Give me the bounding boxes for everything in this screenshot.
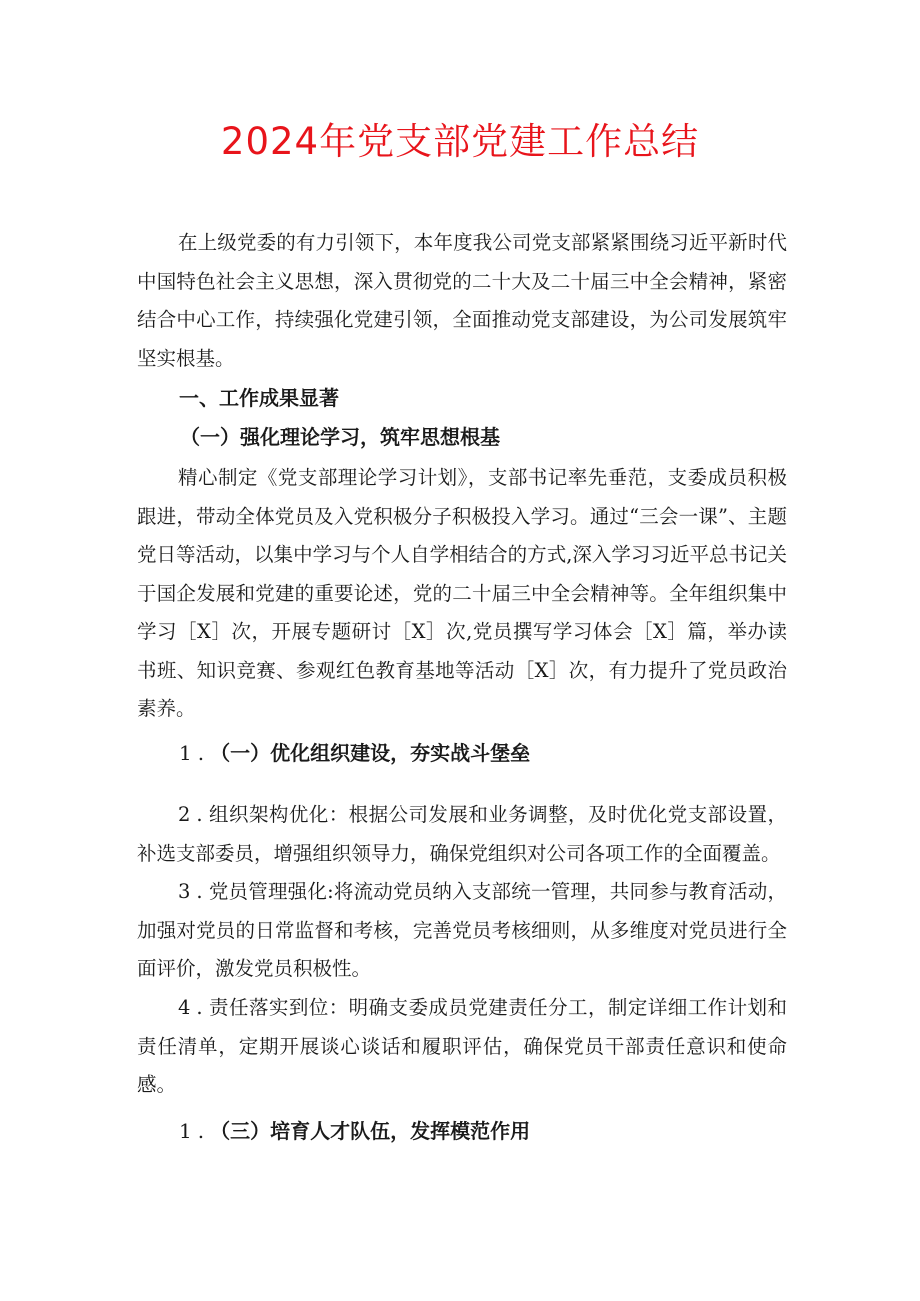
- subsection-3-number: 1.: [179, 1119, 211, 1143]
- list-item-2-text: 组织架构优化：根据公司发展和业务调整，及时优化党支部设置，补选支部委员，增强组织领导力，确保党组织对公司各项工作的全面覆盖。: [137, 803, 787, 865]
- document-title: 2024年党支部党建工作总结: [220, 120, 700, 163]
- list-item-4: [137, 989, 787, 1105]
- list-item-3-text: 党员管理强化:将流动党员纳入支部统一管理，共同参与教育活动，加强对党员的日常监督和考核，完善党员考核细则，从多维度对党员进行全面评价，激发党员积极性。: [137, 880, 787, 980]
- list-item-3: [137, 873, 787, 989]
- subsection-3-title: （三）培育人才队伍，发挥模范作用: [210, 1119, 531, 1143]
- subsection-2-number: 1.: [179, 741, 211, 765]
- subsection-2-title: （一）优化组织建设，夯实战斗堡垒: [210, 741, 531, 765]
- subsection-1-body: 精心制定《党支部理论学习计划》，支部书记率先垂范，支委成员积极跟进，带动全体党员及入党积极分子积极投入学习。通过“三会一课”、主题党日等活动，以集中学习与个人自学相结合的方式,深入学习习近平总书记关于国企发展和党建的重要论述，党的二十届三中全会精神等。全年组织集中学习［X］次，开展专题研讨［X］次,党员撰写学习体会［X］篇，举办读书班、知识竞赛、参观红色教育基地等活动［X］次，有力提升了党员政治素养。: [137, 466, 787, 720]
- list-item-4-text: 责任落实到位：明确支委成员党建责任分工，制定详细工作计划和责任清单，定期开展谈心谈话和履职评估，确保党员干部责任意识和使命感。: [137, 996, 787, 1096]
- section-heading: 一、工作成果显著: [179, 386, 339, 410]
- intro-paragraph: 在上级党委的有力引领下，本年度我公司党支部紧紧围绕习近平新时代中国特色社会主义思想，深入贯彻党的二十大及二十届三中全会精神，紧密结合中心工作，持续强化党建引领，全面推动党支部建设，为公司发展筑牢坚实根基。: [137, 231, 787, 370]
- list-item-3-number: 3.: [178, 880, 209, 903]
- list-item-4-number: 4.: [178, 996, 209, 1019]
- list-item-2: [137, 796, 787, 873]
- subsection-heading-3: [179, 1116, 530, 1146]
- subsection-heading-1: （一）强化理论学习，筑牢思想根基: [180, 425, 500, 449]
- list-item-2-number: 2.: [178, 803, 209, 826]
- subsection-heading-2: [179, 738, 530, 768]
